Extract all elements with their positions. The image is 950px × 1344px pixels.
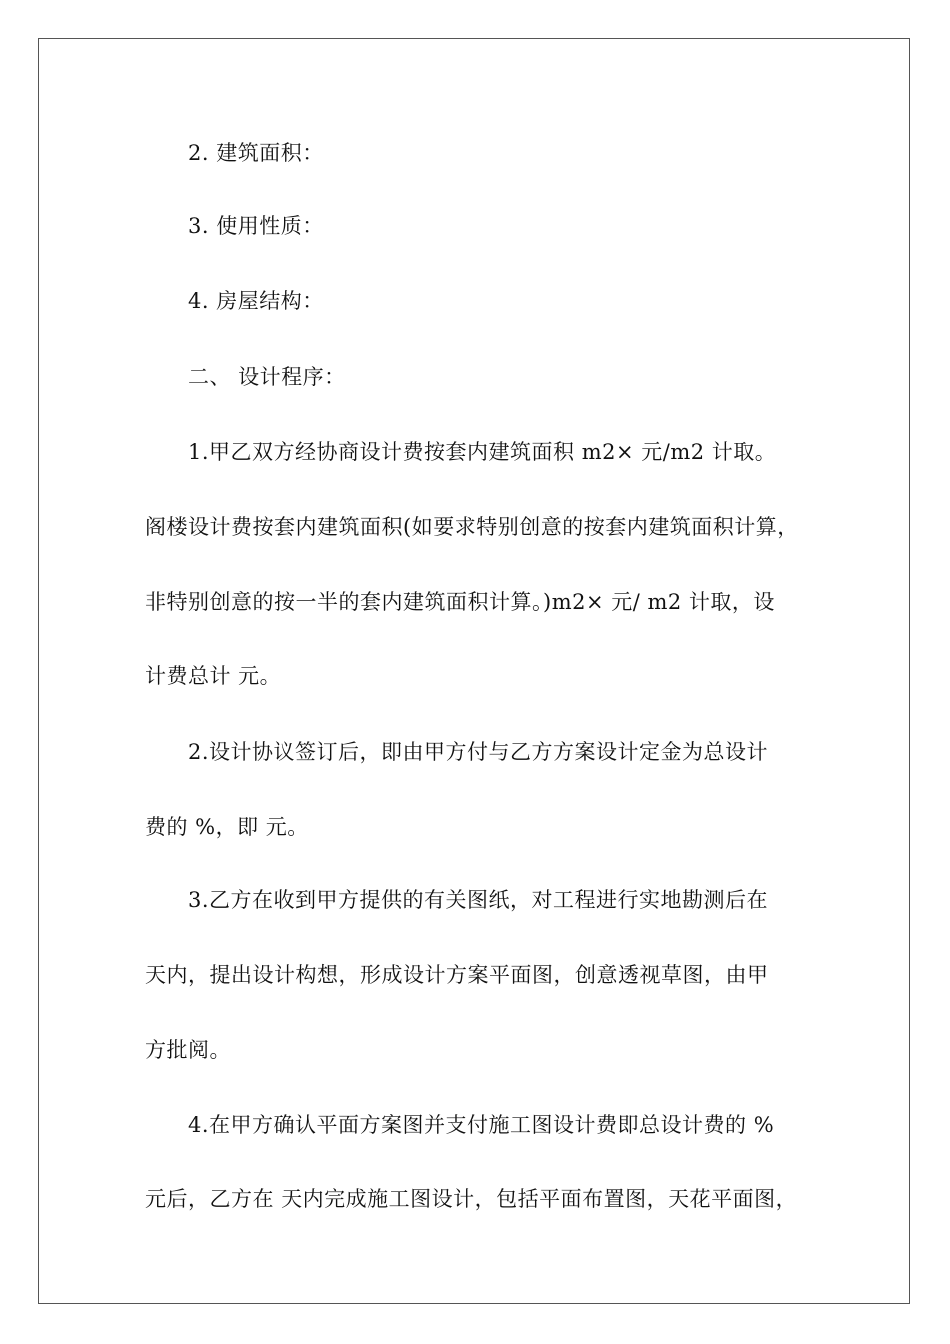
paragraph-3-line-3: 方批阅。 [145, 1038, 231, 1062]
paragraph-3-line-1: 3.乙方在收到甲方提供的有关图纸，对工程进行实地勘测后在 [188, 888, 769, 912]
paragraph-1-line-2: 阁楼设计费按套内建筑面积(如要求特别创意的按套内建筑面积计算， [145, 515, 799, 539]
paragraph-1-line-3: 非特别创意的按一半的套内建筑面积计算。)m2× 元/ m2 计取，设 [145, 590, 775, 614]
item-house-structure: 4. 房屋结构： [188, 289, 324, 313]
paragraph-3-line-2: 天内，提出设计构想，形成设计方案平面图，创意透视草图，由甲 [145, 963, 769, 987]
paragraph-1-line-1: 1.甲乙双方经协商设计费按套内建筑面积 m2× 元/m2 计取。 [188, 440, 777, 464]
item-usage-nature: 3. 使用性质： [188, 214, 324, 238]
item-building-area: 2. 建筑面积： [188, 141, 324, 165]
section-heading-design-procedure: 二、 设计程序： [188, 365, 346, 389]
paragraph-2-line-1: 2.设计协议签订后，即由甲方付与乙方方案设计定金为总设计 [188, 740, 769, 764]
paragraph-1-line-4: 计费总计 元。 [145, 664, 282, 688]
paragraph-2-line-2: 费的 %，即 元。 [145, 815, 309, 839]
paragraph-4-line-2: 元后，乙方在 天内完成施工图设计，包括平面布置图，天花平面图， [145, 1187, 798, 1211]
paragraph-4-line-1: 4.在甲方确认平面方案图并支付施工图设计费即总设计费的 % [188, 1113, 775, 1137]
